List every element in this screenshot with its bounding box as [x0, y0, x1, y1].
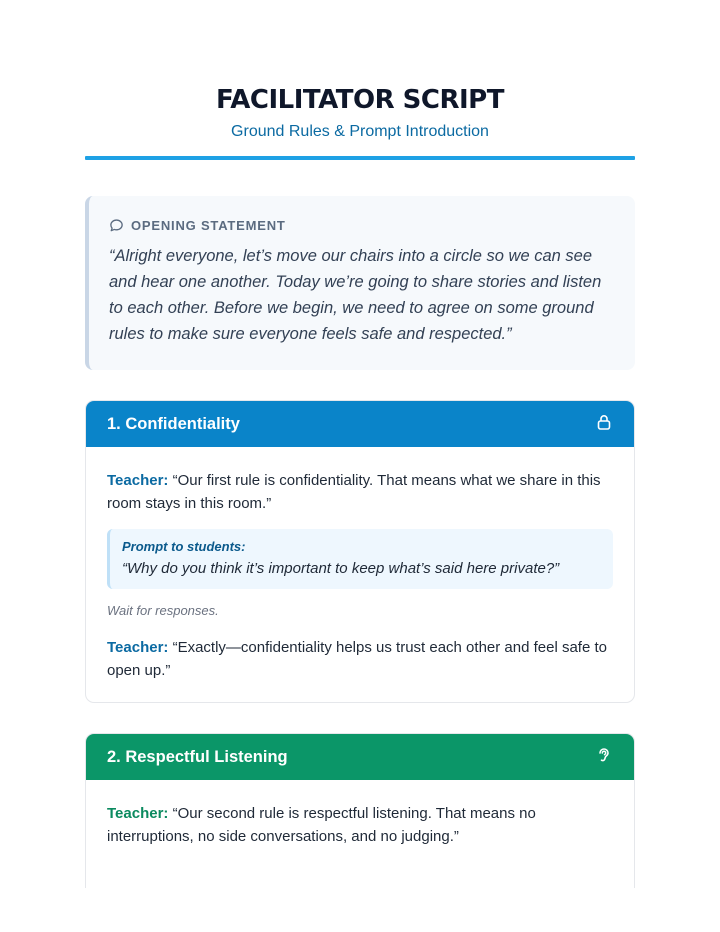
document-page — [85, 0, 635, 888]
prompt-text: “Why do you think it’s important to keep what’s said here private?” — [122, 560, 560, 577]
teacher-quote: “Our first rule is confidentiality. That means what we share in this room stays in this room.” — [107, 472, 601, 512]
opening-statement-label-row — [109, 218, 615, 233]
student-prompt-box — [107, 529, 613, 589]
teacher-quote: “Exactly—confidentiality helps us trust each other and feel safe to open up.” — [107, 639, 607, 679]
speaker-label: Teacher: — [107, 639, 169, 656]
page-subtitle: Ground Rules & Prompt Introduction — [231, 123, 489, 140]
rule-card-body — [86, 447, 634, 702]
teacher-line — [107, 636, 613, 682]
teacher-line — [107, 469, 613, 515]
rule-card-respectful-listening — [85, 733, 635, 888]
rule-card-confidentiality — [85, 400, 635, 703]
lock-icon — [595, 413, 613, 436]
rule-card-header — [86, 401, 634, 447]
teacher-quote: “Our second rule is respectful listening. That means no interruptions, no side conversations, and no judging.” — [107, 805, 536, 845]
rule-title: 1. Confidentiality — [107, 414, 240, 433]
ear-icon — [595, 746, 613, 769]
page-title: FACILITATOR SCRIPT — [216, 85, 504, 115]
rule-card-body — [86, 780, 634, 868]
header-divider — [85, 156, 635, 160]
speech-bubble-icon — [109, 218, 124, 233]
opening-statement-box — [85, 196, 635, 370]
rule-title: 2. Respectful Listening — [107, 747, 288, 766]
opening-statement-label: OPENING STATEMENT — [131, 218, 286, 233]
facilitator-note: Wait for responses. — [107, 603, 219, 618]
document-header — [85, 0, 635, 160]
speaker-label: Teacher: — [107, 472, 169, 489]
rule-card-header — [86, 734, 634, 780]
opening-statement-text: “Alright everyone, let’s move our chairs into a circle so we can see and hear one another. Today we’re going to share stories and listen to each other. Before we begin, we need to agree on some ground rules to make sure everyone feels safe and respected.” — [109, 247, 602, 343]
teacher-line — [107, 802, 613, 848]
prompt-label: Prompt to students: — [122, 539, 246, 554]
speaker-label: Teacher: — [107, 805, 169, 822]
